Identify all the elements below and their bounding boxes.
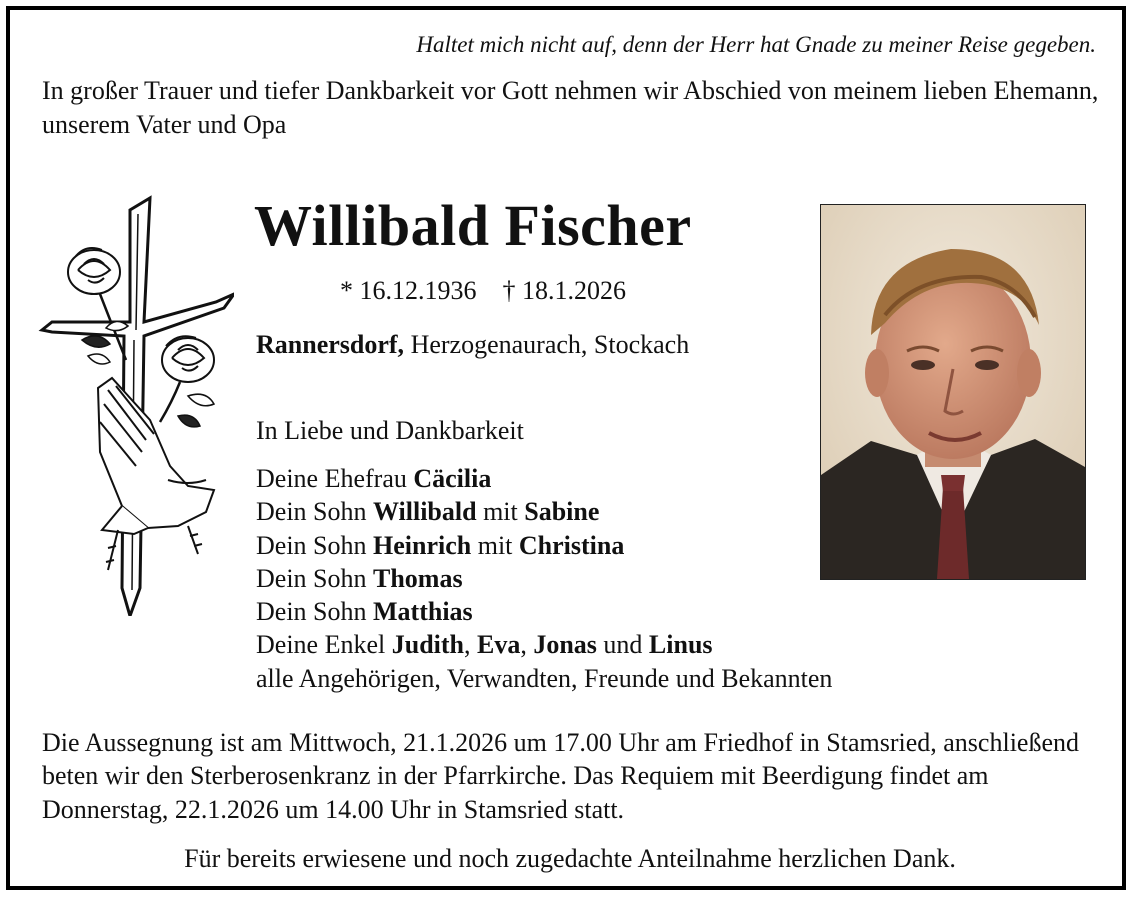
family-list xyxy=(256,462,832,695)
family-line-son1: Dein Sohn Willibald mit Sabine xyxy=(256,497,600,527)
thanks-line: Für bereits erwiesene und noch zugedachte Anteilnahme herzlichen Dank. xyxy=(184,844,956,873)
portrait-photo xyxy=(820,204,1086,580)
deceased-name: Willibald Fischer xyxy=(254,193,692,258)
closing-line: In Liebe und Dankbarkeit xyxy=(256,416,524,445)
family-line-wife: Deine Ehefrau Cäcilia xyxy=(256,464,492,493)
cross-with-roses-icon xyxy=(38,190,234,616)
death-date: † 18.1.2026 xyxy=(502,276,626,305)
funeral-service-info: Die Aussegnung ist am Mittwoch, 21.1.2026 um 17.00 Uhr am Friedhof in Stamsried, anschließend beten wir den Sterberosenkranz in der Pfarrkirche. Das Requiem mit Beerdigung findet am Donnerstag, 22.1.2026 um 14.00 Uhr in Stamsried statt. xyxy=(42,728,1079,824)
intro-text: In großer Trauer und tiefer Dankbarkeit vor Gott nehmen wir Abschied von meinem lieben Ehemann, unserem Vater und Opa xyxy=(42,76,1099,139)
life-dates xyxy=(340,276,626,306)
birth-date: * 16.12.1936 xyxy=(340,276,477,305)
family-line-son3: Dein Sohn Thomas xyxy=(256,563,463,593)
family-line-son2: Dein Sohn Heinrich mit Christina xyxy=(256,530,625,560)
place-primary: Rannersdorf, xyxy=(256,330,405,359)
family-line-son4: Dein Sohn Matthias xyxy=(256,597,473,627)
place-others: Herzogenaurach, Stockach xyxy=(404,330,690,359)
obituary-frame xyxy=(6,6,1126,890)
family-line-grandchildren: Deine Enkel Judith, Eva, Jonas und Linus xyxy=(256,630,713,660)
residence-places xyxy=(256,330,689,360)
family-line-others: alle Angehörigen, Verwandten, Freunde und Bekannten xyxy=(256,663,833,693)
motto: Haltet mich nicht auf, denn der Herr hat Gnade zu meiner Reise gegeben. xyxy=(416,32,1096,57)
